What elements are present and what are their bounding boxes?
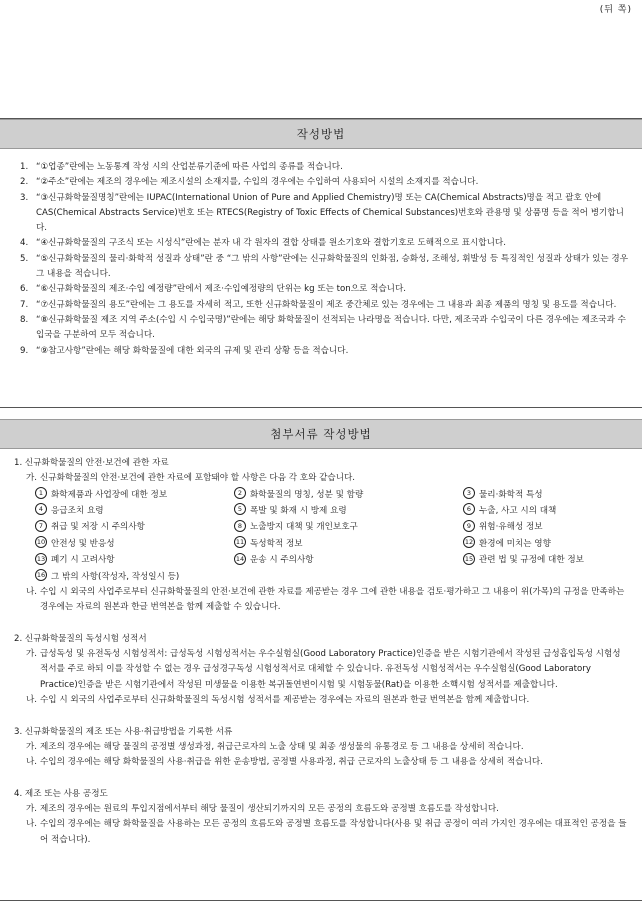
msds-item: 9 위험·유해성 정보 xyxy=(463,519,623,535)
section-heading: 2. 신규화학물질의 독성시험 성적서 xyxy=(14,633,147,644)
msds-item: 7 취급 및 저장 시 주의사항 xyxy=(35,519,234,535)
sub-item: 가. 제조의 경우에는 원료의 투입지점에서부터 해당 물질이 생산되기까지의 모든 공정의 흐름도와 공정별 흐름도를 작성합니다. xyxy=(26,803,499,814)
sub-item: 나. 수입의 경우에는 해당 화학물질을 사용하는 모든 공정의 흐름도와 공정별 흐름도를 작성합니다(사용 및 취급 공정이 여러 가지인 경우에는 대표적인 공정을 들어 적습니다). xyxy=(26,819,627,845)
msds-item: 3 물리·화학적 특성 xyxy=(463,487,623,503)
section-heading: 1. 신규화학물질의 안전·보건에 관한 자료 xyxy=(14,458,169,468)
msds-items-grid xyxy=(0,487,642,585)
writing-method-title: 작성방법 xyxy=(0,119,642,149)
divider xyxy=(0,407,642,408)
divider xyxy=(0,900,642,901)
attachments-title: 첨부서류 작성방법 xyxy=(0,419,642,449)
sub-item: 가. 제조의 경우에는 해당 물질의 공정별 생성과정, 취급근로자의 노출 상태 및 최종 생성물의 유통경로 등 그 내용을 상세히 적습니다. xyxy=(26,741,524,752)
msds-item: 16 그 밖의 사항(작성자, 작성일시 등) xyxy=(36,571,180,582)
msds-item: 2 화학물질의 명칭, 성분 및 함량 xyxy=(234,487,463,503)
list-item: 1. “①업종”란에는 노동통계 작성 시의 산업분류기준에 따른 사업의 종류를 적습니다. xyxy=(20,162,343,172)
sub-item: 가. 급성독성 및 유전독성 시험성적서: 급성독성 시험성적서는 우수실험실(Good Laboratory Practice)인증을 받은 시험기관에서 작성된 급성흡입독성 시험성적서를 주로 하되 이를 작성할 수 없는 경우 급성경구독성 시험성적서로 대체할 수 있습니다. 유전독성 시험성적서는 우수실험실(Good Laboratory Practice)인증을 받은 시험기관에서 작성된 미생물을 이용한 복귀돌연변이시험 및 시험동물(Rat)을 이용한 소핵시험 성적서를 제출합니다. xyxy=(26,648,621,690)
list-item: 9. “⑨참고사항”란에는 해당 화학물질에 대한 외국의 규제 및 관리 상황 등을 적습니다. xyxy=(20,345,349,356)
msds-item: 8 노출방지 대책 및 개인보호구 xyxy=(234,519,463,535)
sub-item: 가. 신규화학물질의 안전·보건에 관한 자료에 포함돼야 할 사항은 다음 각 호와 같습니다. xyxy=(26,473,356,483)
page-side-mark: (뒤 쪽) xyxy=(599,5,632,15)
list-item: 2. “②주소”란에는 제조의 경우에는 제조시설의 소재지를, 수입의 경우에는 수입하여 사용되어 시설의 소재지를 적습니다. xyxy=(20,177,479,188)
msds-item: 11 독성학적 정보 xyxy=(235,538,303,549)
sub-item: 나. 수입 시 외국의 사업주로부터 신규화학물질의 안전·보건에 관한 자료를 제공받는 경우 그에 관한 내용을 검토·평가하고 그 내용이 위(가목)의 규정을 만족하는 경우에는 자료의 원본과 한글 번역본을 함께 제출할 수 있습니다. xyxy=(26,586,625,613)
writing-method-list xyxy=(0,160,642,359)
sub-item: 나. 수입의 경우에는 해당 화학물질의 사용·취급을 위한 운송방법, 공정별 사용과정, 취급 근로자의 노출상태 등 그 내용을 상세히 적습니다. xyxy=(26,757,543,768)
msds-item: 14 운송 시 주의사항 xyxy=(235,554,314,566)
section-heading: 4. 제조 또는 사용 공정도 xyxy=(14,788,108,799)
msds-item: 10 안전성 및 반응성 xyxy=(36,538,115,549)
msds-item: 12 환경에 미치는 영향 xyxy=(464,538,551,549)
list-item: 6. “⑥신규화학물질의 제조·수입 예정량”란에서 제조·수입예정량의 단위는 kg 또는 ton으로 적습니다. xyxy=(20,284,407,295)
msds-item: 5 폭발 및 화재 시 방제 요령 xyxy=(234,503,463,519)
list-item: 3. “③신규화학물질명칭”란에는 IUPAC(International Union of Pure and Applied Chemistry)명 또는 CA(Chemical Abstracts)명을 적고 괄호 안에 CAS(Chemical Abstracts Service)번호 또는 RTECS(Registry of Toxic Effects of Chemical Substances)번호와 관용명 및 상품명 등을 적어 병기합니다. xyxy=(20,192,624,234)
list-item: 8. “⑧신규화학물질 제조 지역 주소(수입 시 수입국명)”란에는 해당 화학물질이 선적되는 나라명을 적습니다. 다만, 제조국과 수입국이 다른 경우에는 제조국과 수입국을 구분하여 모두 적습니다. xyxy=(20,314,626,341)
msds-item: 6 누출, 사고 시의 대책 xyxy=(463,503,623,519)
msds-item: 4 응급조치 요령 xyxy=(35,503,234,519)
msds-item: 15 관련 법 및 규정에 대한 정보 xyxy=(464,554,584,566)
msds-item: 13 폐기 시 고려사항 xyxy=(36,554,115,566)
msds-item: 1 화학제품과 사업장에 대한 정보 xyxy=(35,487,234,503)
section-heading: 3. 신규화학물질의 제조 또는 사용·취급방법을 기록한 서류 xyxy=(14,726,233,737)
list-item: 5. “⑤신규화학물질의 물리·화학적 성질과 상태”란 중 “그 밖의 사항”란에는 신규화학물질의 인화점, 승화성, 조해성, 휘발성 등 특징적인 성질과 상태가 있는 경우 그 내용을 적습니다. xyxy=(20,253,629,280)
attachments-body xyxy=(0,456,642,848)
sub-item: 나. 수입 시 외국의 사업주로부터 신규화학물질의 독성시험 성적서를 제공받는 경우에는 자료의 원본과 한글 번역본을 함께 제출합니다. xyxy=(26,695,530,706)
list-item: 4. “④신규화학물질의 구조식 또는 시성식”란에는 분자 내 각 원자의 결합 상태를 원소기호와 결합기호로 도해적으로 표시합니다. xyxy=(20,238,506,249)
list-item: 7. “⑦신규화학물질의 용도”란에는 그 용도를 자세히 적고, 또한 신규화학물질이 제조 중간체로 있는 경우에는 그 내용과 최종 제품의 명칭 및 용도를 적습니다. xyxy=(20,299,617,310)
